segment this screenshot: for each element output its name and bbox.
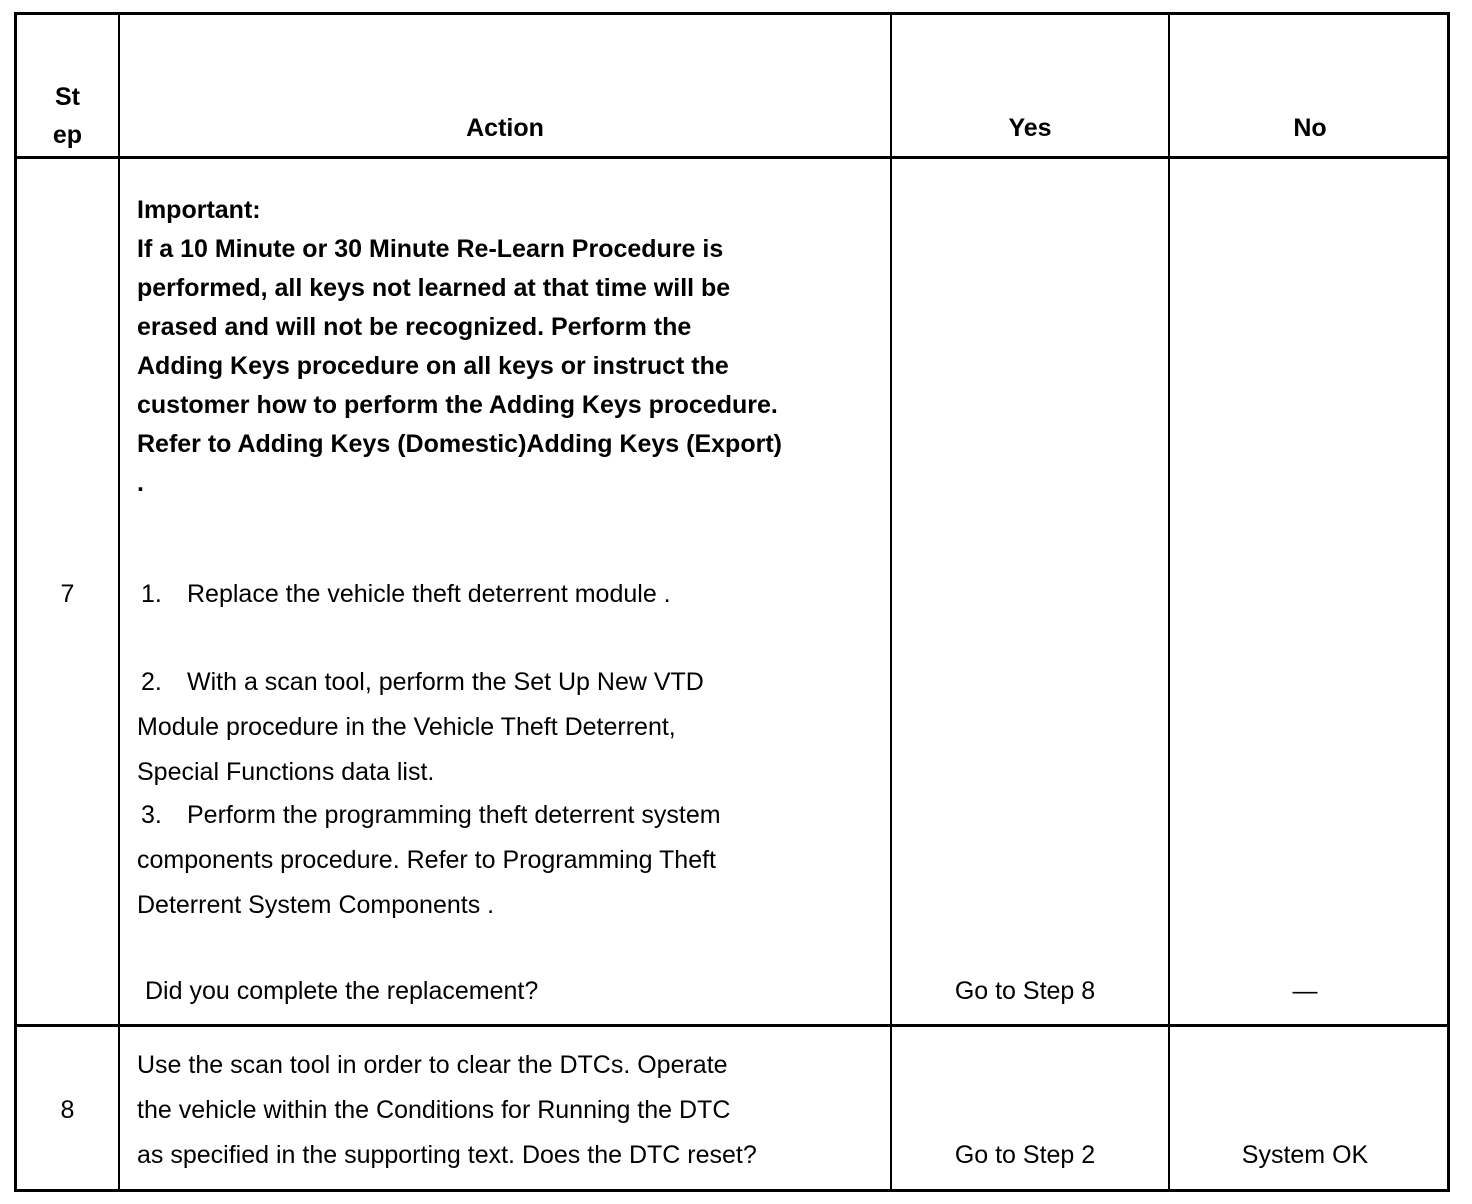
procedure-step-3 [137,793,721,928]
row-8-action [137,1043,757,1178]
row-7-no: — [1292,977,1318,1005]
procedure-step-1 [137,572,671,617]
header-yes: Yes [1008,114,1052,142]
diagnostic-table [14,12,1450,1192]
important-line: performed, all keys not learned at that time will be [137,274,731,302]
action-line: the vehicle within the Conditions for Running the DTC [137,1096,731,1124]
row-7-question: Did you complete the replacement? [145,977,539,1005]
row-8-no: System OK [1241,1141,1369,1169]
header-action: Action [466,114,544,142]
column-divider-yes [1168,15,1170,1189]
procedure-step-2 [137,660,704,795]
step-text: Special Functions data list. [137,758,435,786]
step-text: Module procedure in the Vehicle Theft Deterrent, [137,713,676,741]
action-line: as specified in the supporting text. Does the DTC reset? [137,1141,757,1169]
step-text: Perform the programming theft deterrent system [187,801,721,829]
step-text: components procedure. Refer to Programming Theft [137,846,716,874]
step-number: 3. [141,801,162,829]
header-row-divider [17,156,1447,159]
row-7-divider [17,1024,1447,1027]
important-line: erased and will not be recognized. Perform the [137,313,692,341]
important-line: Adding Keys procedure on all keys or instruct the [137,352,729,380]
step-text: Replace the vehicle theft deterrent module . [187,580,671,608]
header-no: No [1293,114,1327,142]
important-line: Important: [137,196,261,224]
row-7-yes: Go to Step 8 [954,977,1096,1005]
row-8-step: 8 [60,1096,75,1124]
important-line: customer how to perform the Adding Keys procedure. [137,391,778,419]
important-line: If a 10 Minute or 30 Minute Re-Learn Procedure is [137,235,724,263]
important-line: Refer to Adding Keys (Domestic)Adding Keys (Export) [137,430,782,458]
action-line: Use the scan tool in order to clear the DTCs. Operate [137,1051,728,1079]
step-number: 2. [141,668,162,696]
important-line: . [137,469,144,497]
column-divider-action [890,15,892,1189]
row-7-step: 7 [60,580,75,608]
row-8-yes: Go to Step 2 [954,1141,1096,1169]
header-step: St ep [52,83,83,149]
step-text: Deterrent System Components . [137,891,495,919]
step-text: With a scan tool, perform the Set Up New VTD [187,668,704,696]
step-number: 1. [141,580,162,608]
column-divider-step [118,15,120,1189]
important-note [137,191,782,503]
